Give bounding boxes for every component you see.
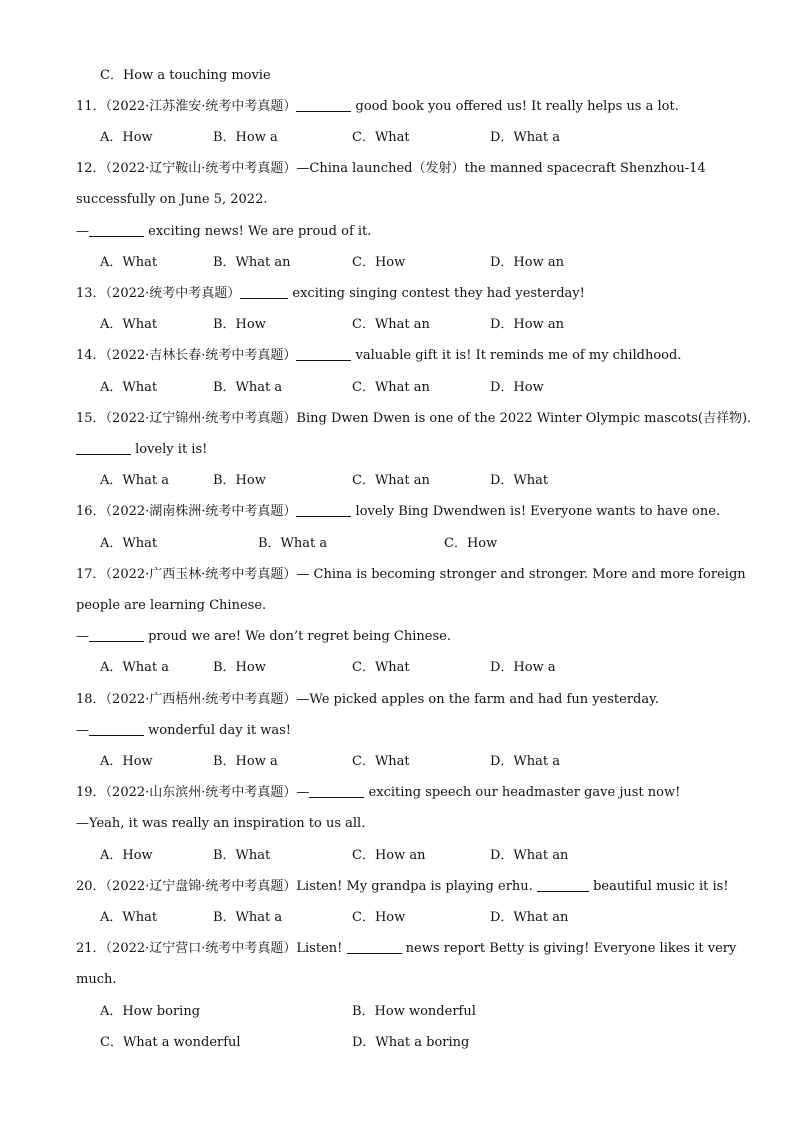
question-18: [76, 690, 734, 710]
options-20: [76, 908, 734, 928]
option-c: C．What: [352, 754, 410, 769]
option-a: A．What: [100, 536, 158, 551]
options-21-row1: [76, 1002, 734, 1022]
question-19-reply: [76, 814, 734, 834]
answer-blank[interactable]: [309, 784, 364, 798]
option-c: C．How an: [352, 848, 426, 863]
option-b: B．How a: [213, 754, 278, 769]
question-13: [76, 284, 734, 304]
option-d: D．What a boring: [352, 1035, 470, 1050]
dash: —: [76, 629, 89, 644]
question-text: news report Betty is giving! Everyone likes it very: [401, 941, 737, 956]
option-b: B．How a: [213, 130, 278, 145]
option-d: D．What: [490, 473, 549, 488]
option-c: C．How: [444, 536, 498, 551]
question-source: （2022·吉林长春·统考中考真题）: [105, 348, 297, 363]
options-13: [76, 315, 734, 335]
option-d: D．How a: [490, 660, 556, 675]
question-number: 14．: [76, 348, 106, 363]
question-number: 20．: [76, 879, 106, 894]
question-text: proud we are! We don’t regret being Chinese.: [144, 629, 451, 644]
question-number: 15．: [76, 411, 106, 426]
option-a: A．What: [100, 380, 158, 395]
question-source: （2022·辽宁鞍山·统考中考真题）: [105, 161, 297, 176]
question-text: wonderful day it was!: [144, 723, 291, 738]
option-d: D．What a: [490, 754, 561, 769]
option-c: C．What an: [352, 473, 430, 488]
answer-blank[interactable]: [89, 628, 144, 642]
question-number: 19．: [76, 785, 106, 800]
question-number: 11．: [76, 99, 106, 114]
option-b: B．How: [213, 317, 266, 332]
options-11: [76, 128, 734, 148]
options-12: [76, 253, 734, 273]
option-b: B．How wonderful: [352, 1004, 476, 1019]
answer-blank[interactable]: [89, 722, 144, 736]
answer-blank[interactable]: [296, 98, 351, 112]
question-16: [76, 502, 734, 522]
option-b: B．What an: [213, 255, 291, 270]
question-19: [76, 783, 734, 803]
question-text: — China is becoming stronger and stronger. More and more foreign: [296, 567, 746, 582]
option-d: D．What a: [490, 130, 561, 145]
question-text: valuable gift it is! It reminds me of my childhood.: [351, 348, 682, 363]
dash: —: [296, 785, 310, 800]
question-number: 12．: [76, 161, 106, 176]
answer-blank[interactable]: [537, 878, 589, 892]
option-a: A．How: [100, 754, 153, 769]
question-text: beautiful music it is!: [588, 879, 729, 894]
question-source: （2022·统考中考真题）: [105, 286, 241, 301]
question-text: much.: [76, 972, 117, 987]
question-15-cont: [76, 440, 734, 460]
question-21: [76, 939, 737, 959]
question-12: [76, 159, 734, 179]
question-text: people are learning Chinese.: [76, 598, 267, 613]
option-b: B．How: [213, 660, 266, 675]
question-text: lovely it is!: [131, 442, 208, 457]
question-source: （2022·广西玉林·统考中考真题）: [105, 567, 297, 582]
question-text: successfully on June 5, 2022.: [76, 192, 268, 207]
question-number: 16．: [76, 504, 106, 519]
question-text: exciting speech our headmaster gave just now!: [364, 785, 681, 800]
question-text: Listen!: [296, 941, 347, 956]
option-c: C．What: [352, 130, 410, 145]
answer-blank[interactable]: [89, 223, 144, 237]
option-d: D．What an: [490, 848, 569, 863]
option-d: D．What an: [490, 910, 569, 925]
option-d: D．How an: [490, 255, 564, 270]
question-12-cont: [76, 190, 734, 210]
question-source: （2022·辽宁盘锦·统考中考真题）: [105, 879, 297, 894]
answer-blank[interactable]: [76, 441, 131, 455]
question-number: 18．: [76, 692, 106, 707]
question-20: [76, 877, 734, 897]
option-b: B．How: [213, 473, 266, 488]
options-19: [76, 846, 734, 866]
question-14: [76, 346, 734, 366]
options-17: [76, 658, 734, 678]
question-text: good book you offered us! It really helps us a lot.: [351, 99, 679, 114]
answer-blank[interactable]: [296, 503, 351, 517]
question-source: （2022·山东滨州·统考中考真题）: [105, 785, 297, 800]
options-16: [76, 534, 734, 554]
question-number: 17．: [76, 567, 106, 582]
question-17-cont: [76, 596, 734, 616]
option-a: A．What: [100, 910, 158, 925]
question-number: 13．: [76, 286, 106, 301]
question-21-cont: [76, 970, 734, 990]
question-text: exciting singing contest they had yesterday!: [288, 286, 585, 301]
option-c: C．What an: [352, 317, 430, 332]
dash: —: [76, 723, 89, 738]
options-21-row2: [76, 1033, 734, 1053]
answer-blank[interactable]: [240, 285, 288, 299]
options-18: [76, 752, 734, 772]
dash: —: [76, 224, 89, 239]
question-number: 21．: [76, 941, 106, 956]
question-12-reply: [76, 222, 734, 242]
prev-question-options: [76, 66, 734, 86]
question-source: （2022·广西梧州·统考中考真题）: [105, 692, 297, 707]
question-text: —China launched（发射）the manned spacecraft Shenzhou-14: [296, 161, 706, 176]
question-text: —We picked apples on the farm and had fun yesterday.: [296, 692, 659, 707]
option-b: B．What a: [213, 380, 283, 395]
question-source: （2022·辽宁营口·统考中考真题）: [105, 941, 297, 956]
question-17-reply: [76, 627, 734, 647]
option-a: A．How boring: [100, 1004, 201, 1019]
option-b: B．What a: [213, 910, 283, 925]
answer-blank[interactable]: [296, 347, 351, 361]
answer-blank[interactable]: [347, 940, 402, 954]
option-c: C．What an: [352, 380, 430, 395]
option-c: C．What a wonderful: [100, 1035, 241, 1050]
question-text: lovely Bing Dwendwen is! Everyone wants to have one.: [351, 504, 721, 519]
option-a: A．How: [100, 130, 153, 145]
option-c: C．What: [352, 660, 410, 675]
option-a: A．What a: [100, 473, 169, 488]
question-11: [76, 97, 734, 117]
option-a: A．What: [100, 317, 158, 332]
option-d: D．How: [490, 380, 544, 395]
option-b: B．What a: [258, 536, 328, 551]
question-source: （2022·辽宁锦州·统考中考真题）: [105, 411, 297, 426]
option-b: B．What: [213, 848, 271, 863]
option-d: D．How an: [490, 317, 564, 332]
question-text: Listen! My grandpa is playing erhu.: [296, 879, 537, 894]
option-a: A．What: [100, 255, 158, 270]
option-a: A．What a: [100, 660, 169, 675]
question-15: [76, 409, 752, 429]
question-source: （2022·江苏淮安·统考中考真题）: [105, 99, 297, 114]
question-text: exciting news! We are proud of it.: [144, 224, 372, 239]
question-source: （2022·湖南株洲·统考中考真题）: [105, 504, 297, 519]
question-18-reply: [76, 721, 734, 741]
option-c: C．How: [352, 910, 406, 925]
options-14: [76, 378, 734, 398]
question-text: Bing Dwen Dwen is one of the 2022 Winter Olympic mascots(吉祥物).: [296, 411, 752, 426]
options-15: [76, 471, 734, 491]
option-a: A．How: [100, 848, 153, 863]
option-c: C．How: [352, 255, 406, 270]
question-text: —Yeah, it was really an inspiration to us all.: [76, 816, 366, 831]
question-17: [76, 565, 746, 585]
option-c: C．How a touching movie: [100, 68, 271, 83]
